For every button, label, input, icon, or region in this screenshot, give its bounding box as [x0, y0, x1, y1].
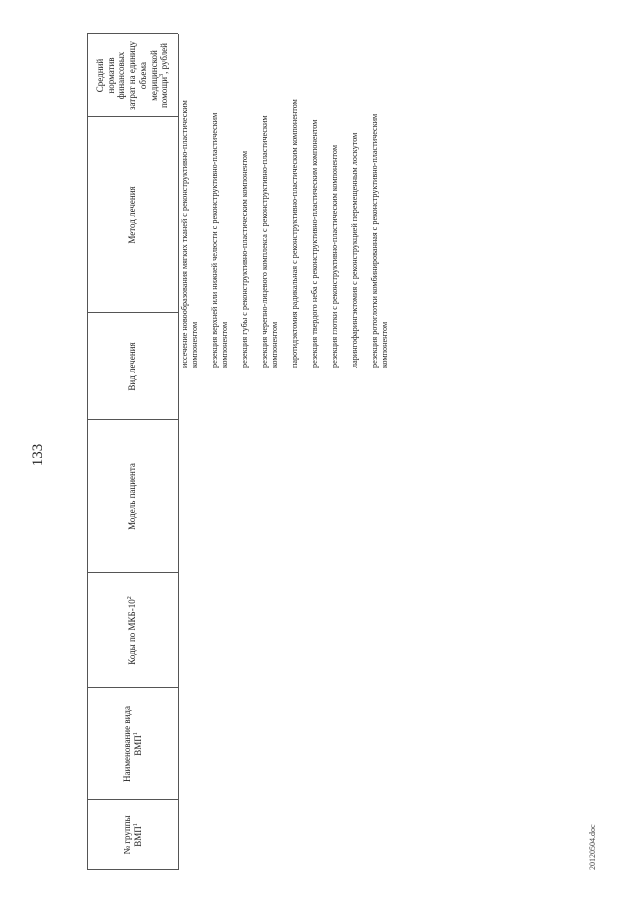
treatment-method-item: резекция твердого неба с реконструктивно-пластическим компонентом	[310, 119, 319, 368]
header-vmp-name: Наименование вида ВМП$^1$	[121, 706, 143, 782]
table-header-bottom-border	[178, 34, 179, 870]
page-number: 133	[30, 443, 46, 467]
header-treatment-type: Вид лечения	[127, 342, 138, 391]
header-treatment-method: Метод лечения	[127, 186, 138, 244]
treatment-method-item: резекция ротоглотки комбинированная с реконструктивно-пластическим компонентом	[370, 113, 389, 368]
header-group-number: № группы ВМП$^1$	[121, 815, 143, 855]
header-icd-codes: Коды по МКБ-$10^2$	[127, 596, 138, 665]
treatment-methods-list	[180, 68, 400, 368]
treatment-method-item: резекция глотки с реконструктивно-пластическим компонентом	[330, 145, 339, 368]
treatment-method-item: ларингофарингэктомия с реконструкцией перемещенным лоскутом	[350, 132, 359, 368]
footer-filename: 20120504.doc	[588, 824, 597, 870]
header-average-cost: Средний норматив финансовых затрат на единицу объема медицинской помощи$^3$, рублей	[94, 40, 170, 111]
treatment-method-item: паротидэктомия радикальная с реконструктивно-пластическим компонентом	[290, 99, 299, 368]
header-patient-model: Модель пациента	[127, 463, 138, 530]
treatment-method-item: резекция верхней или нижней челюсти с реконструктивно-пластическим компонентом	[210, 112, 229, 368]
treatment-method-item: резекция губы с реконструктивно-пластическим компонентом	[240, 150, 249, 368]
treatment-method-item: иссечение новообразования мягких тканей с реконструктивно-пластическим компонентом	[180, 100, 199, 368]
treatment-method-item: резекция черепно-лицевого комплекса с реконструктивно-пластическим компонентом	[260, 115, 279, 368]
